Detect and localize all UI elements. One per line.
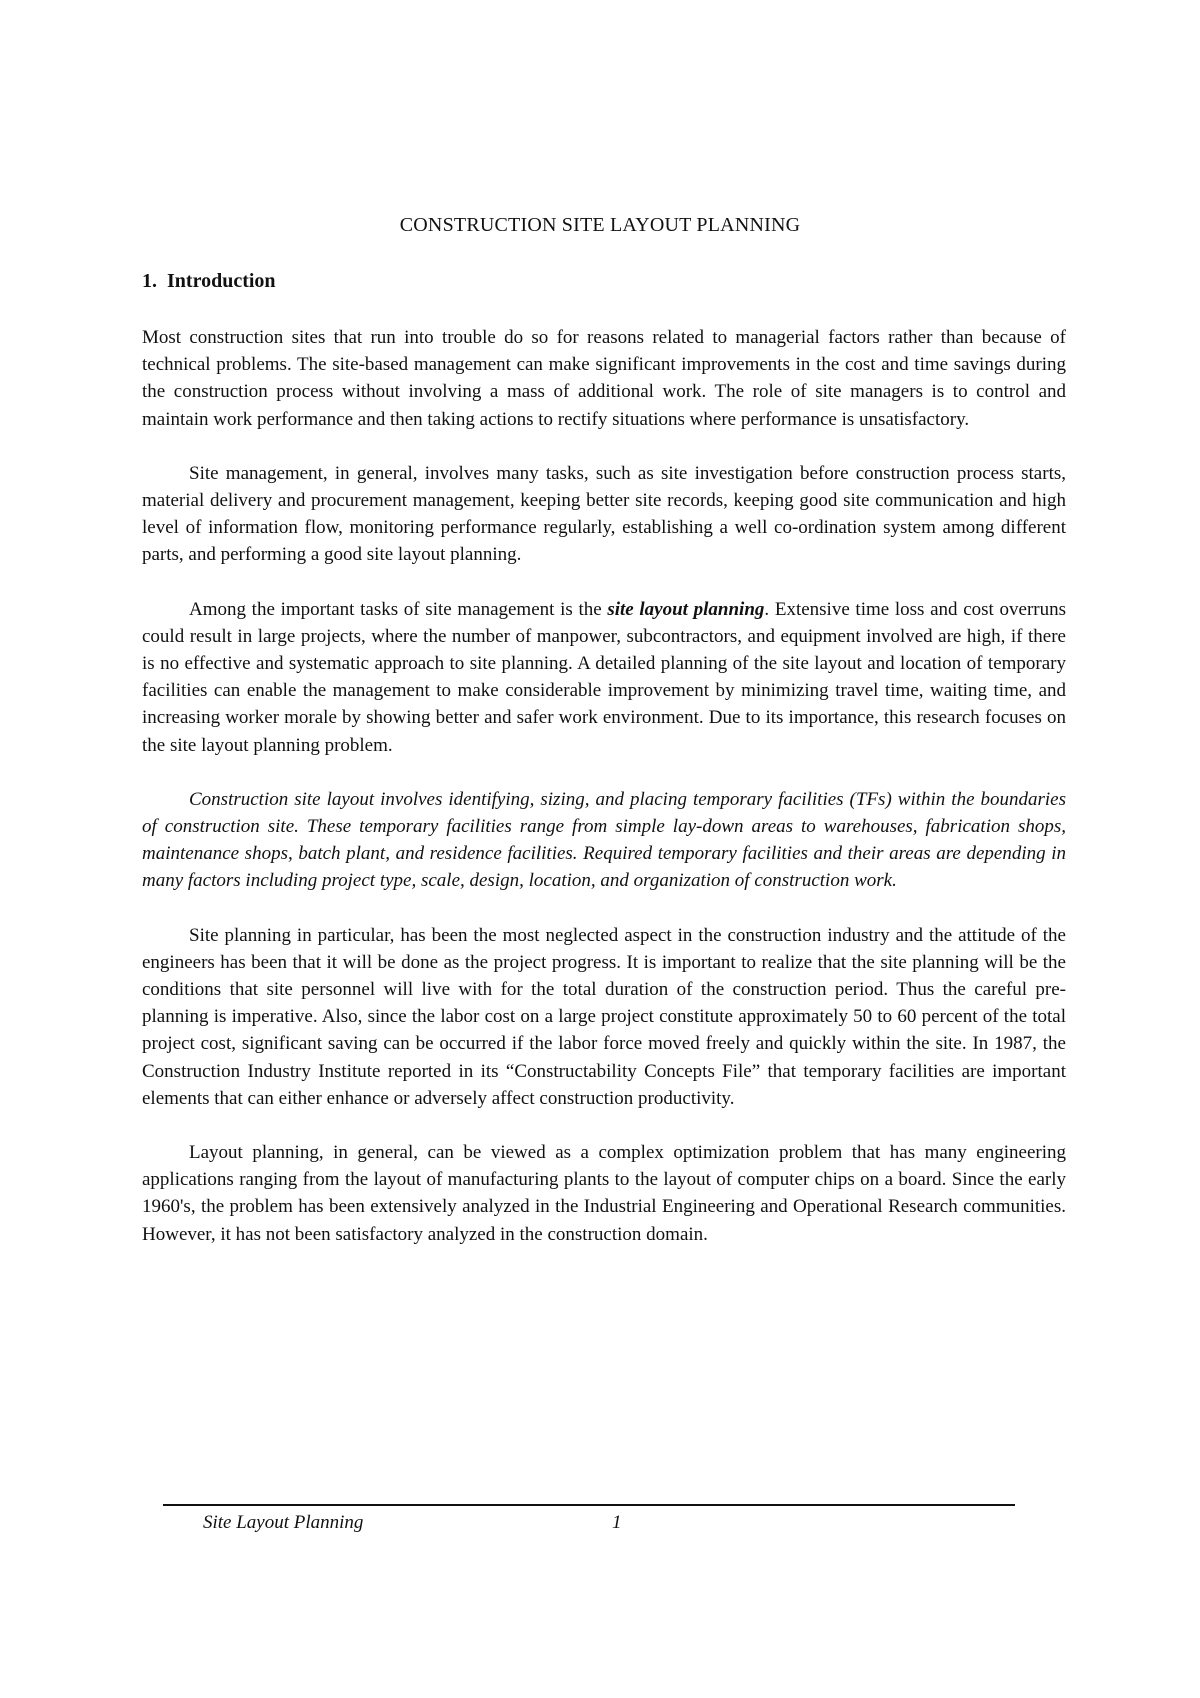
paragraph-2: Site management, in general, involves many tasks, such as site investigation before construction process starts, material delivery and procurement management, keeping better site records, keeping good site communication and high level of information flow, monitoring performance regularly, establishing a well co-ordination system among different parts, and performing a good site layout planning. bbox=[142, 462, 1066, 566]
body-text bbox=[142, 324, 1066, 1275]
paragraph-6: Layout planning, in general, can be viewed as a complex optimization problem that has many engineering applications ranging from the layout of manufacturing plants to the layout of computer chips on a board. Since the early 1960's, the problem has been extensively analyzed in the Industrial Engineering and Operational Research communities. However, it has not been satisfactory analyzed in the construction domain. bbox=[142, 1142, 1066, 1245]
page-number: 1 bbox=[612, 1512, 622, 1533]
document-title: CONSTRUCTION SITE LAYOUT PLANNING bbox=[399, 214, 801, 236]
paragraph-1: Most construction sites that run into trouble do so for reasons related to managerial factors rather than because of technical problems. The site-based management can make significant improvements in the cost and time savings during the construction process without involving a mass of additional work. The role of site managers is to control and maintain work performance and then taking actions to rectify situations where performance is unsatisfactory. bbox=[142, 327, 1066, 430]
paragraph-3-text-before: Among the important tasks of site management is the bbox=[189, 598, 608, 620]
paragraph-4: Construction site layout involves identifying, sizing, and placing temporary facilities (TFs) within the boundaries of construction site. These temporary facilities range from simple lay-down areas to warehouses, fabrication shops, maintenance shops, batch plant, and residence facilities. Required temporary facilities and their areas are depending in many factors including project type, scale, design, location, and organization of construction work. bbox=[142, 788, 1066, 892]
footer-label: Site Layout Planning bbox=[203, 1512, 364, 1533]
section-title: Introduction bbox=[167, 270, 276, 292]
paragraph-3 bbox=[142, 596, 1066, 759]
footer-divider bbox=[163, 1504, 1015, 1506]
emphasis-site-layout-planning: site layout planning bbox=[607, 598, 765, 620]
paragraph-5: Site planning in particular, has been the most neglected aspect in the construction industry and the attitude of the engineers has been that it will be done as the project progress. It is important to realize that the site planning will be the conditions that site personnel will live with for the total duration of the construction period. Thus the careful pre-planning is imperative. Also, since the labor cost on a large project constitute approximately 50 to 60 percent of the total project cost, significant saving can be occurred if the labor force moved freely and quickly within the site. In 1987, the Construction Industry Institute reported in its “Constructability Concepts File” that temporary facilities are important elements that can either enhance or adversely affect construction productivity. bbox=[142, 924, 1066, 1109]
section-number: 1. bbox=[142, 270, 157, 292]
paragraph-3-text-after: . Extensive time loss and cost overruns could result in large projects, where the number of manpower, subcontractors, and equipment involved are high, if there is no effective and systematic approach to site planning. A detailed planning of the site layout and location of temporary facilities can enable the management to make considerable improvement by minimizing travel time, waiting time, and increasing worker morale by showing better and safer work environment. Due to its importance, this research focuses on the site layout planning problem. bbox=[142, 598, 1066, 756]
section-heading bbox=[142, 270, 276, 293]
